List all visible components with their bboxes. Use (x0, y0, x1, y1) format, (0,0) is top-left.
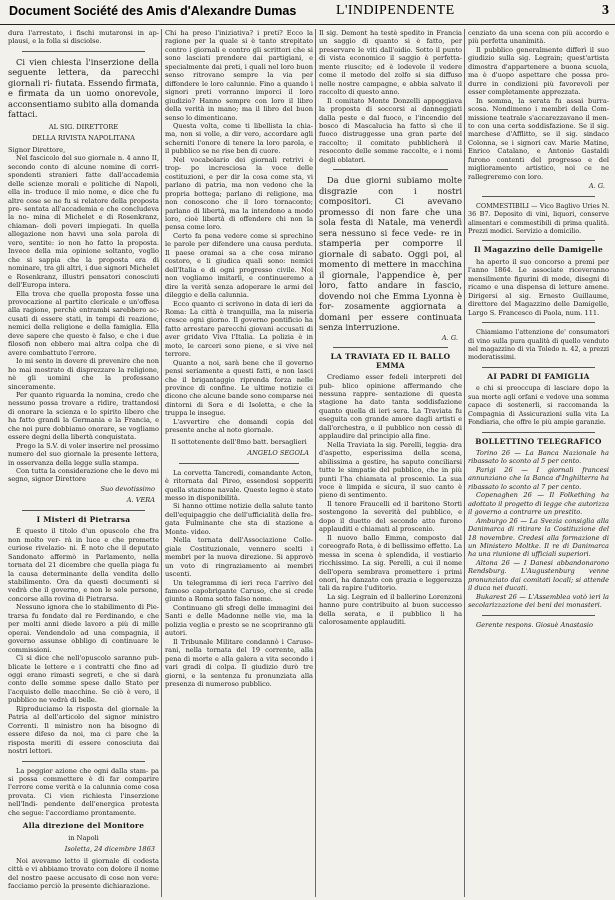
separator (333, 169, 448, 170)
paragraph: e chi si preoccupa di lasciare dopo la sua morte agli orfani e vedove una somma capace di sostenerli, si raccomanda la Compagnia di Assicurazioni sulla vita La Fondiaria, che offre le più ampie garanzie. (468, 384, 609, 427)
column-divider (464, 29, 465, 897)
paragraph: Ci vien chiesta l'inserzione della seguente lettera, da parecchi giornali ri- fiutata. Essendo firmata, e firmata da un uomo onorevole, acconsentiamo subito alla domanda fattaci. (8, 56, 159, 120)
news-item: Si hanno ottime notizie della salute tanto dell'equipaggio che dell'ufficialità della fre- gata Fulminante che sta di stazione a Monte- video. (165, 502, 313, 536)
paragraph: In somma, la serata fu assai burra- scosa. Nondimeno i membri della Com- missione teatrale s'accarezzavano il men- to con una certa soddisfazione. Se il sig. marchese d'Afflitto, se il sig. sindaco Colonna, se i signori cav. Marie Matine, Enrico Catalano, e Antonio Gastaldi furono contenti del progresso e del miglioramento artistico, noi ce ne rallegreremo con loro. (468, 96, 609, 181)
letter2-dateline: Isoletta, 24 dicembre 1863 (64, 845, 155, 854)
paragraph: L'avvertire che domandi copia del presente anche al noto giornale. (165, 417, 313, 435)
letter2-heading: Alla direzione del Monitore (22, 821, 145, 831)
paragraph: La peggior azione che ogni dalla stam- pa si possa commettere è di far comparire l'errore come verità e la calunnia come cosa provata. Ci vien richiesta l'inserzione nell'Indi- pendente dell'energica protesta che segue: l'accordiamo prontamente. (8, 766, 159, 817)
paragraph: Nella Traviata la sig. Perelli, leggia- dra d'aspetto, esperissima della scena, abilissima a gestire, ha saputo conciliarsi tutte le simpatie del pubblico, che in più punti l'ha chiamata al proscenio. La sua voce è limpida e sicura, il suo canto è pieno di sentimento. (319, 440, 462, 500)
notice-signature: A. G. (441, 333, 458, 342)
paragraph: Certo fa pena vedere come si sprechino le parole per difendere una causa perduta. Il paese oramai sa a che cosa mirano costoro, e li giudica quali sono: nemici dell'Italia e di ogni progresso civile. Noi non vogliamo imitarli, e continueremo a dire la verità senza adoperare le armi del dileggio e della calunnia. (165, 231, 313, 300)
paragraph: Nessuno ignora che lo stabilimento di Pie- trarsa fu fondato dal re Ferdinando, e che per molti anni diede lavoro a più di mille operai. Vendendolo ad una compagnia, il governo assunse obbligo di continuare le commissioni. (8, 603, 159, 654)
news-item: La corvetta Tancredi, comandante Acton, è ritornata dal Pireo, essendosi sopperiti quella stazione navale. Questo legno è stato messo in disponibilità. (165, 468, 313, 503)
source-watermark: Document Société des Amis d'Alexandre Dumas (9, 4, 297, 18)
families-title: AI PADRI DI FAMIGLIA (487, 371, 590, 381)
bulletin-signature: ANGELO SEGOLA (247, 449, 309, 458)
paragraph: ha aperto il suo concorso a premi per l'anno 1864. Le associate riceveranno mensilmente figurini di mode, disegni di ricamo e una dispensa di letture amene. Dirigersi al sig. Ernesto Guillaume, direttore del Magazzino delle Damigelle, Largo S. Francesco di Paola, num. 111. (468, 257, 609, 317)
news-item: Un telegramma di ieri reca l'arrivo del famoso capobrigante Caruso, che si crede giunto a Roma sotto falso nome. (165, 578, 313, 604)
column-divider (161, 29, 162, 897)
letter-closing-sub: Suo devotissimo (100, 484, 155, 493)
advertisement: COMMESTIBILI — Vico Baglivo Uries N. 36 B7. Deposito di vini, liquori, conserve alimentari e commestibili di prima qualità. Prezzi modici. Servizio a domicilio. (468, 201, 609, 235)
separator (482, 196, 595, 197)
paragraph: Nel fascicolo del suo giornale n. 4 anno II, secondo conto di alcune nomine di corri- spondenti stranieri fatte dall'accademia delle scienze morali e politiche di Napoli, ella in- troduce il mio nome, e dice che fu altre cose se ne fu si relatore della proposta pre- sentata all'accademia e che concludeva la no- mina di Michelet e di Rosenkranz, chiaman- doli poveri impiegati. In quella allegazione non havvi una sola parola di vero, sentite: io non ho fatto la proposta. Invece della mia opinione soltanto, voglio che si sappia che la proposta era di nominare, tra gli altri, i due signori Michelet e Rosenkranz, illustri pensatori conosciuti dell'Europa intera. (8, 154, 159, 290)
separator (22, 51, 145, 52)
paragraph: Quanto a noi, sarà bene che il governo pensi seriamente a questi fatti, e non lasci che il brigantaggio riprenda forza nelle province di confine. Le ultime notizie ci dicono che alcune bande sono comparse nei dintorni di Sora e di Isoletta, e che la truppa le insegue. (165, 358, 313, 418)
paragraph: Il nuovo ballo Emma, composto dal coreografo Rota, è di bellissimo effetto. La messa in scena è splendida, il vestiario ricchissimo. La sig. Perelli, a cui il nome dell'opera sembrava promettere i primi onori, ha danzato con grazia e leggerezza tali da rapire l'uditorio. (319, 533, 462, 593)
separator (22, 510, 145, 511)
column-1 (8, 29, 159, 897)
paragraph: Nel vocabolario dei giornali retrivi è trop- po incresciosa la voce delle costituzioni, e per dir la cosa come sta, vi parlano di patria, ma non vedono che la propria bottega; parlano di religione, ma non conoscono che il loro tornaconto; parlano di libertà, ma la intendono a modo loro, cioè libertà di offendere chi non la pensa come loro. (165, 155, 313, 232)
theatre-review-title: LA TRAVIATA ED IL BALLO EMMA (330, 352, 451, 370)
letter-signature: A. VERA (126, 496, 155, 505)
news-item: Il Tribunale Militare condannò i Caruso- rani, nella tornata del 19 corrente, alla pena di morte e alla galera a vita secondo i vari gradi di colpa. Il giudizio durò tre giorni, e la sentenza fu pronunziata alla presenza di numeroso pubblico. (165, 637, 313, 688)
news-item: Continuano gli sfregi delle immagini dei Santi e delle Madonne nelle vie, ma la polizia veglia e presto se ne scopriranno gli autori. (165, 603, 313, 638)
column-3 (319, 29, 462, 897)
paragraph: È questo il titolo d'un opuscolo che fra non molto ver- rà in luce e che promette curiose rivelazio- ni. È noto che il deputato Sandonato affermò in Parlamento, nella tornata del 21 dicembre che quella piaga fu la causa determinante della vendita dello stabilimento. Ora da questi documenti si vedrà che il governo, e non le sole persone, concorse alla rovina di Pietrarsa. (8, 527, 159, 603)
paragraph: Il sig. Demont ha testè spedito in Francia un saggio di quanto si è fatto, per preservare le viti dall'oidio. Sotto il punto di vista economico il saggio è perfetta- mente riuscito; ed è lodevole il vedere come il metodo del zolfo si sia diffuso nelle nostre campagne, e abbia salvato il raccolto di questo anno. (319, 29, 462, 97)
paragraph: La sig. Legrain ed il ballerino Lorenzoni hanno pure contribuito al buon successo della serata, e il pubblico li ha calorosamente applauditi. (319, 592, 462, 627)
telegraph-item: Parigi 26 — I giornali francesi annunziano che la Banca d'Inghilterra ha ribassato lo sconto al 7 per cento. (468, 465, 609, 491)
holiday-notice: Da due giorni subiamo molte disgrazie con i nostri compositori. Ci avevano promesso di non fare che una sola festa di Natale, ma venerdì sera nessuno si fece vede- re in stamperia per comporre il giornale di sabato. Oggi poi, al momento di mettere in macchina il giornale, l'appendice è, per loro, fatto andare in fascio, dovendo noi che Emma Lyonna è for- zosamente aggiornata a domani per essere continuata senza interruzione. (319, 175, 462, 333)
paragraph: Per quanto riguarda la nomina, credo che nessuno possa trovare a ridire, trattandosi di onorare la scienza e lo spirito libero che ha fatto grandi la Germania e la Francia, e che noi pure dobbiamo onorare, se vogliamo essere degni della libertà conquistata. (8, 390, 159, 442)
letter-salutation: Signor Direttore, (8, 145, 66, 154)
letter-closing: Con tutta la considerazione che le devo mi segno, signor Direttore (8, 467, 159, 484)
column-2 (165, 29, 313, 897)
bulletin-note: Il sottotenente dell'8mo batt. bersaglieri (171, 437, 307, 446)
paragraph: Ella trova che quella proposta fosse una provocazione al partito clericale e un'offesa alla ragione, perchè entrambi sarebbero ac- cusati di essere stati, in tempi di reazione, nemici della religione e della famiglia. Ella deve sapere che questo è falso, e che i due filosofi non ebbero mai altra colpa che di avere combattuto l'errore. (8, 289, 159, 357)
paragraph: Il comitato Monte Donzelli appoggiava la proposta di soccorsi ai danneggiati dalla peste e dal fuoco, e l'incendio del bosco di Mascalucia ha fatto sì che il fuoco distruggesse una gran parte del raccolto; il comitato pubblicherà il resoconto delle somme raccolte, e i nomi degli oblatori. (319, 96, 462, 164)
paragraph: dura l'arrestato, i fischi mutaronsi in ap- plausi, e la folla si disciolse. (8, 29, 159, 46)
separator (482, 615, 595, 616)
paragraph: Ecco quanto ci scrivono in data di ieri da Roma: La città è tranquilla, ma la miseria cresce ogni giorno. Il governo pontificio ha fatto arrestare parecchi giovani accusati di aver gridato Viva l'Italia. La polizia è in moto, le carceri sono piene, e si vive nel terrore. (165, 299, 313, 359)
letter-addressee: AL SIG. DIRETTORE (48, 122, 119, 131)
paragraph: Prego la S.V. di voler inserire nel prossimo numero del suo giornale la presente lettera, in osservanza della legge sulla stampa. (8, 441, 159, 467)
paragraph: cenziato da una scena con più accordo e più perfetta unanimità. (468, 29, 609, 46)
separator (482, 432, 595, 433)
article-title: I Misteri di Pietrarsa (36, 514, 131, 524)
paragraph: Crediamo esser fedeli interpreti del pub- blico opinione affermando che nessuna rappre- sentazione di questa stagione ha dato tanta soddisfazione quanto quella di ieri sera. La Traviata fu eseguita con grande amore dagli artisti e dall'orchestra, e il pubblico non cessò di applaudire dal principio alla fine. (319, 373, 462, 441)
separator (482, 322, 595, 323)
advertisement: Chiamiamo l'attenzione de' consumatori di vino sulla pura qualità di quello venduto nel magazzino di via Toledo n. 42, a prezzi moderatissimi. (468, 328, 609, 362)
telegraph-item: Copenaghen 26 — Il Folkething ha adottato il progetto di legge che autorizza il governo a contrarre un prestito. (468, 491, 609, 517)
paragraph: Riproduciamo la risposta del giornale la Patria al dell'articolo del signor ministro Correnti. Il ministro non ha bisogno di essere difeso da noi, ma ci pare che la risposta meriti di essere conosciuta dai nostri lettori. (8, 704, 159, 756)
manager-line: Gerente respons. Giosuè Anastasio (476, 620, 593, 629)
magazine-title: Il Magazzino delle Damigelle (473, 245, 603, 255)
paragraph: Il pubblico generalmente differì il suo giudizio sulla sig. Legrain; quest'artista dimostra d'appartenere a buona scuola, ma è d'uopo aspettare che possa pro- durre in condizioni più favorevoli per esser completamente apprezzata. (468, 45, 609, 97)
telegraph-item: Torino 26 — La Banca Nazionale ha ribassato lo sconto al 5 per cento. (468, 449, 609, 466)
separator (482, 367, 595, 368)
review-signature: A. G. (588, 182, 605, 191)
letter-addressee-publication: DELLA RIVISTA NAPOLITANA (32, 134, 135, 143)
column-divider (315, 29, 316, 897)
news-item: Nella tornata dell'Associazione Colle- giale Costituzionale, vennero scelti i membri per la nuova direzione. Si approvò un voto di ringraziamento ai membri uscenti. (165, 536, 313, 579)
paragraph: Io mi sento in dovere di prevenire che non ho mai mostrato di disprezzare la religione, nè gli uomini che la professano sinceramente. (8, 357, 159, 391)
separator (179, 463, 299, 464)
telegraph-item: Bukarest 26 — L'Assemblea votò ieri la secolarizzazione dei beni dei monasteri. (468, 592, 609, 610)
telegraph-item: Amburgo 26 — La Svezia consiglia alla Danimarca di ritirare la Costituzione del 18 novembre. Credesi alla formazione di un Ministero Moltke. Il re di Danimarca ha una riunione di ufficiali superiori. (468, 516, 609, 559)
paragraph: Chi ha preso l'iniziativa? i preti? Ecco la ragione per la quale si è tanto strepitato contro i giornali e contro gli scrittori che si sono lasciati prendere dai partigiani, e specialmente dai preti, i quali nel loro buon senso ritrovano sempre la via per diffondere le loro calunnie. Fino a quando i signori preti vorranno imporci il loro giudizio? Hanno sempre con loro il libro della verità in mano; ma il libro del buon senso lo dimenticano. (165, 29, 313, 122)
paragraph: Ci si dice che nell'opuscolo saranno pub- blicate le lettere e i contratti che fino ad oggi erano rimasti segreti, e che si darà conto delle somme spese dallo Stato per l'acquisto delle macchine. Se ciò è vero, il pubblico ne vedrà di belle. (8, 654, 159, 705)
letter2-heading-sub: in Napoli (68, 833, 99, 842)
page-number: 3 (602, 3, 609, 18)
separator (333, 347, 448, 348)
newspaper-title: L'INDIPENDENTE (336, 3, 455, 18)
paragraph: Questa volta, come ti libellista la chia- ma, non si volle, a dir vero, accordare agli scherniti l'onore di tenere la loro parola, e il pubblico se ne rise ben di cuore. (165, 121, 313, 156)
telegraph-title: BOLLETTINO TELEGRAFICO (475, 436, 602, 446)
separator (22, 761, 145, 762)
paragraph: Il tenore Fraucelli ed il baritono Storti sostengono la severità del pubblico, e dopo il duetto del secondo atto furono applauditi e chiamati al proscenio. (319, 499, 462, 534)
telegraph-item: Altona 26 — I Danesi abbandonarono Rendsburg. L'Augustenburg venne pronunziato dai comitati locali; si attende il duca nei ducati. (468, 558, 609, 593)
page-header (0, 0, 615, 25)
separator (482, 240, 595, 241)
paragraph: Noi avevamo letto il giornale di codesta città e vi abbiamo trovato con dolore il nome del nostro paese accusato di cose non vere: facciamo perciò la presente dichiarazione. (8, 856, 159, 890)
column-4 (468, 29, 609, 897)
